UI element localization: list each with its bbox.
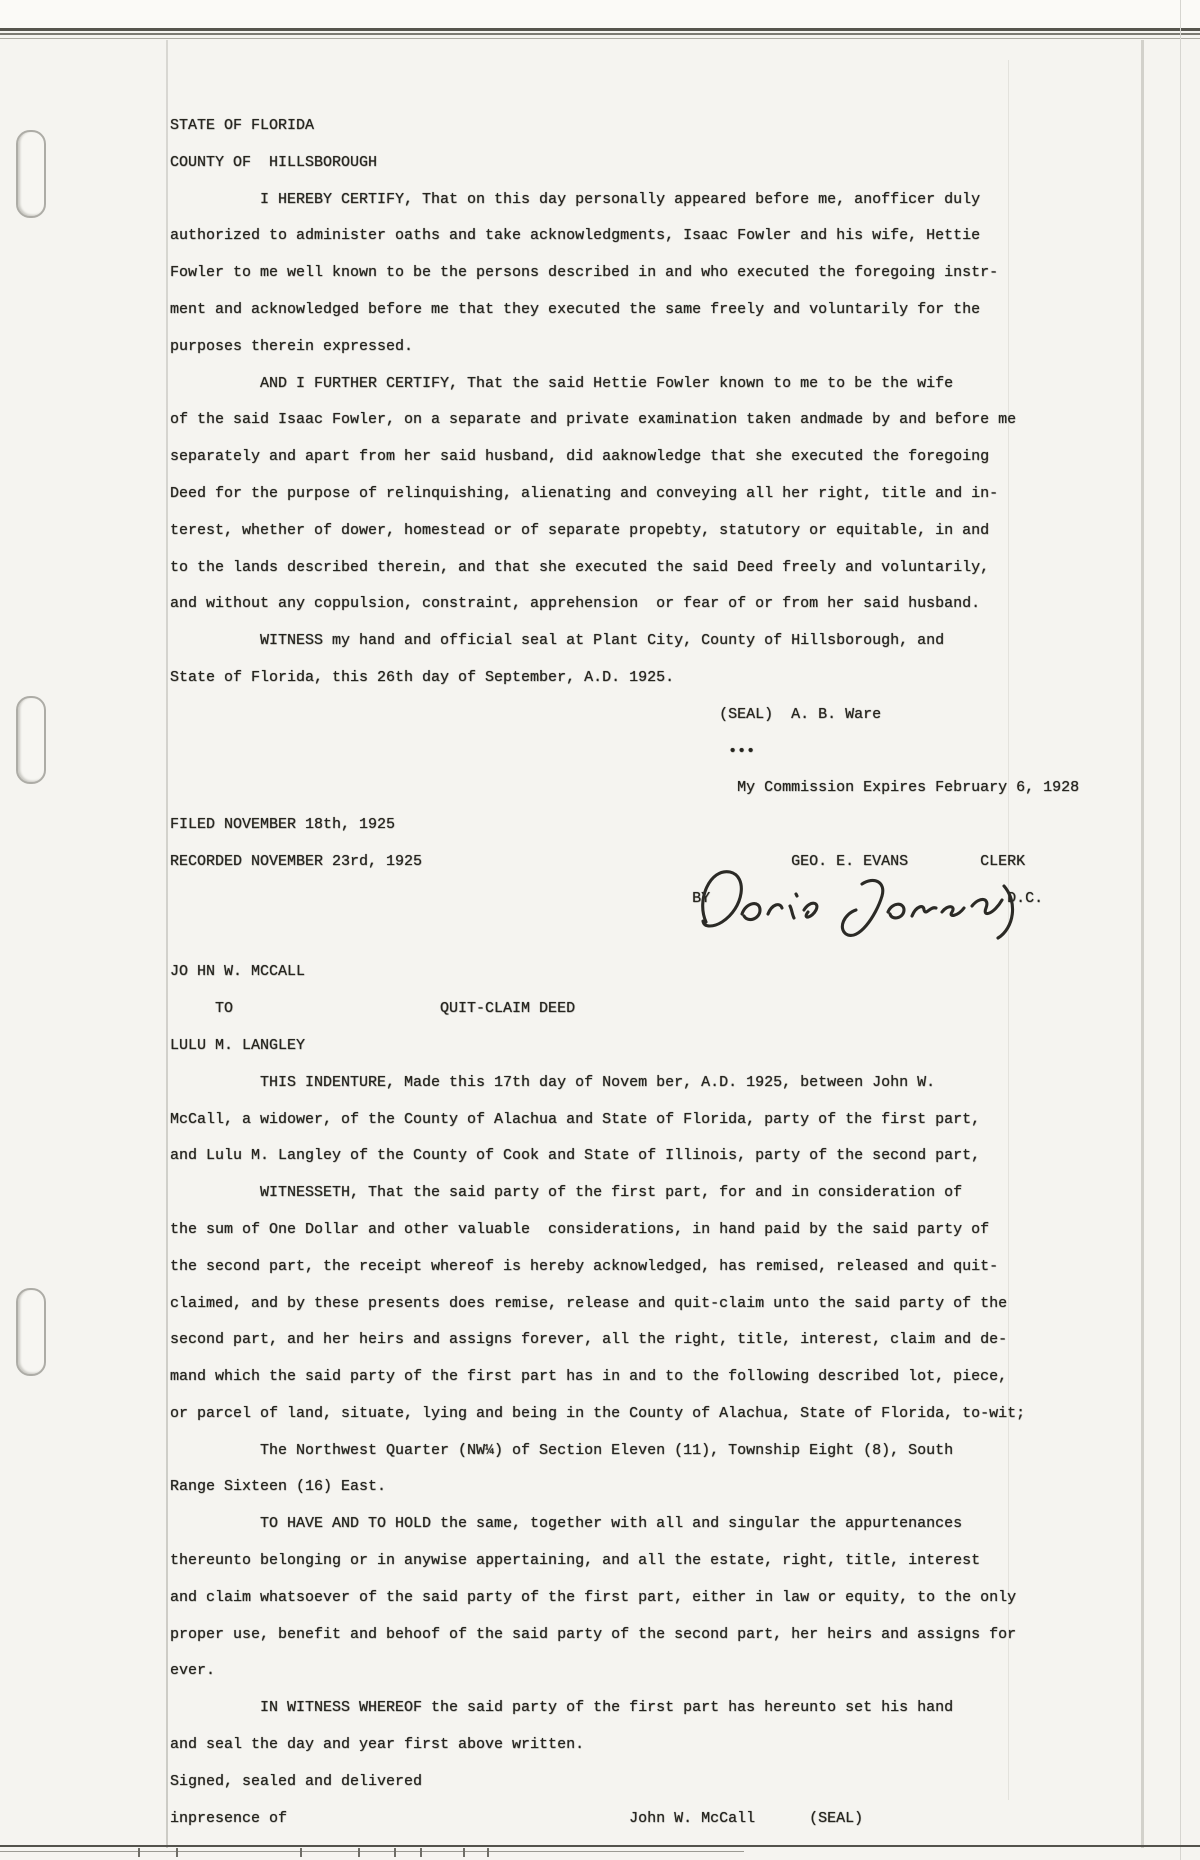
document-line: TO HAVE AND TO HOLD the same, together with all and singular the appurtenances — [170, 1515, 963, 1533]
document-line: mand which the said party of the first part has in and to the following described lot, piece, — [170, 1368, 1008, 1386]
bottom-tick — [487, 1848, 489, 1857]
document-line: (SEAL) A. B. Ware — [170, 705, 882, 723]
document-line: Deed for the purpose of relinquishing, alienating and conveying all her right, title and in- — [170, 484, 999, 502]
top-margin-strip — [0, 0, 1200, 28]
bottom-tick — [420, 1848, 422, 1857]
bottom-rule-faint — [0, 1851, 744, 1852]
document-line: The Northwest Quarter (NW¼) of Section Eleven (11), Township Eight (8), South — [170, 1441, 954, 1459]
bottom-tick — [394, 1848, 396, 1857]
top-rule-tertiary — [0, 38, 1200, 39]
document-line: LULU M. LANGLEY — [170, 1036, 306, 1054]
bottom-tick — [300, 1848, 302, 1857]
document-line: ever. — [170, 1662, 216, 1680]
document-line: of the said Isaac Fowler, on a separate and private examination taken andmade by and before me — [170, 411, 1017, 429]
document-line: the sum of One Dollar and other valuable considerations, in hand paid by the said party of — [170, 1220, 990, 1238]
document-line: and seal the day and year first above written. — [170, 1736, 585, 1754]
bottom-tick — [358, 1848, 360, 1857]
binding-hole-top — [16, 130, 46, 218]
document-line: claimed, and by these presents does remise, release and quit-claim unto the said party of the — [170, 1294, 1008, 1312]
deputy-clerk-signature — [690, 856, 1020, 960]
document-line: I HEREBY CERTIFY, That on this day personally appeared before me, anofficer duly — [170, 190, 981, 208]
document-line: or parcel of land, situate, lying and being in the County of Alachua, State of Florida, to-wit; — [170, 1404, 1026, 1422]
document-line: second part, and her heirs and assigns forever, all the right, title, interest, claim and de- — [170, 1331, 1008, 1349]
document-line: State of Florida, this 26th day of September, A.D. 1925. — [170, 668, 675, 686]
document-line: authorized to administer oaths and take acknowledgments, Isaac Fowler and his wife, Hettie — [170, 227, 981, 245]
document-line: THIS INDENTURE, Made this 17th day of Novem ber, A.D. 1925, between John W. — [170, 1073, 936, 1091]
document-line: JO HN W. MCCALL — [170, 963, 306, 981]
document-line: STATE OF FLORIDA — [170, 117, 315, 134]
document-line: and Lulu M. Langley of the County of Cook and State of Illinois, party of the second part, — [170, 1147, 981, 1165]
document-line: AND I FURTHER CERTIFY, That the said Hettie Fowler known to me to be the wife — [170, 374, 954, 392]
document-line: Fowler to me well known to be the persons described in and who executed the foregoing instr- — [170, 264, 999, 282]
binding-hole-middle — [16, 696, 46, 784]
document-line: WITNESSETH, That the said party of the first part, for and in consideration of — [170, 1184, 963, 1202]
document-line: FILED NOVEMBER 18th, 1925 — [170, 816, 396, 834]
document-line: My Commission Expires February 6, 1928 — [170, 779, 1080, 797]
document-line: thereunto belonging or in anywise appertaining, and all the estate, right, title, interest — [170, 1552, 981, 1570]
document-line: ••• — [170, 742, 756, 760]
document-line: the second part, the receipt whereof is hereby acknowledged, has remised, released and quit- — [170, 1257, 999, 1275]
document-line: separately and apart from her said husband, did aaknowledge that she executed the foregoing — [170, 448, 990, 466]
document-line: Signed, sealed and delivered — [170, 1772, 423, 1790]
document-line: IN WITNESS WHEREOF the said party of the first part has hereunto set his hand — [170, 1699, 954, 1717]
document-line: RECORDED NOVEMBER 23rd, 1925 GEO. E. EVANS CLERK — [170, 852, 1026, 870]
binding-hole-bottom — [16, 1288, 46, 1376]
document-line: purposes therein expressed. — [170, 337, 414, 355]
bottom-tick — [138, 1848, 140, 1857]
document-line: to the lands described therein, and that she executed the said Deed freely and voluntarily, — [170, 558, 990, 576]
bottom-tick — [463, 1848, 465, 1857]
left-fold-line — [166, 40, 168, 1848]
bottom-tick — [176, 1848, 178, 1857]
document-line: TO QUIT-CLAIM DEED — [170, 1000, 576, 1018]
document-line — [170, 918, 1182, 955]
signature-stroke — [703, 872, 1013, 938]
document-line: terest, whether of dower, homestead or of separate propebty, statutory or equitable, in and — [170, 521, 990, 539]
document-line: inpresence of John W. McCall (SEAL) — [170, 1809, 864, 1827]
document-line: COUNTY OF HILLSBOROUGH — [170, 153, 378, 171]
document-line: ment and acknowledged before me that they executed the same freely and voluntarily for the — [170, 300, 981, 318]
document-line: and claim whatsoever of the said party of the first part, either in law or equity, to the only — [170, 1588, 1017, 1606]
document-line: proper use, benefit and behoof of the said party of the second part, her heirs and assigns for — [170, 1625, 1017, 1643]
top-rule-secondary — [0, 33, 1200, 35]
document-text — [170, 108, 1182, 1837]
document-line: Range Sixteen (16) East. — [170, 1478, 387, 1496]
document-line: WITNESS my hand and official seal at Plant City, County of Hillsborough, and — [170, 632, 945, 650]
bottom-rule — [0, 1845, 1200, 1847]
document-line: and without any coppulsion, constraint, apprehension or fear of or from her said husband. — [170, 595, 981, 613]
document-line: McCall, a widower, of the County of Alachua and State of Florida, party of the first part, — [170, 1110, 981, 1128]
top-rule-primary — [0, 28, 1200, 31]
document-line: BY D.C. — [170, 889, 1044, 907]
